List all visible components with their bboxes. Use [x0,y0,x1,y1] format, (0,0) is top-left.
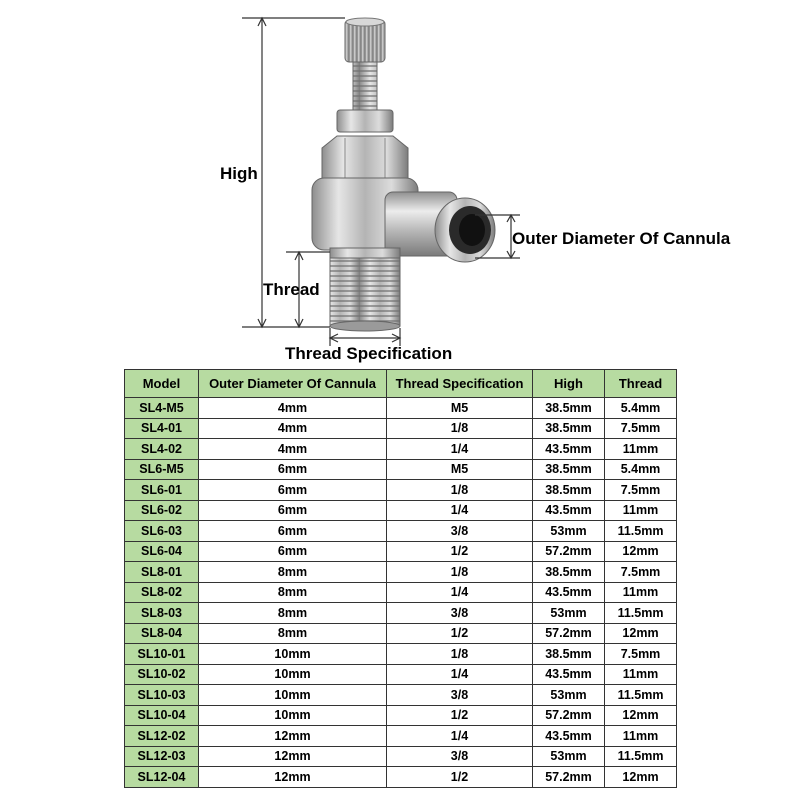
cell-high: 57.2mm [533,541,605,562]
cell-outer-diameter: 4mm [199,418,387,439]
table-row [125,726,677,747]
fitting-diagram [0,0,800,368]
cell-model: SL8-04 [125,623,199,644]
table-row [125,562,677,583]
table-row [125,500,677,521]
cell-high: 53mm [533,685,605,706]
cell-model: SL8-03 [125,603,199,624]
cell-thread-spec: 1/8 [387,480,533,501]
column-header: Thread [605,370,677,398]
cell-thread: 5.4mm [605,398,677,419]
table-row [125,746,677,767]
label-high: High [220,164,258,183]
table-row [125,644,677,665]
cell-model: SL6-01 [125,480,199,501]
cell-thread: 7.5mm [605,644,677,665]
cell-outer-diameter: 10mm [199,705,387,726]
cell-high: 38.5mm [533,480,605,501]
table-row [125,418,677,439]
table-row [125,480,677,501]
cell-high: 57.2mm [533,705,605,726]
table-row [125,459,677,480]
cell-thread-spec: 1/4 [387,582,533,603]
cell-model: SL6-M5 [125,459,199,480]
column-header: High [533,370,605,398]
cell-thread: 7.5mm [605,418,677,439]
cell-high: 53mm [533,521,605,542]
lock-nut [337,110,393,132]
table-row [125,521,677,542]
cell-thread-spec: 3/8 [387,521,533,542]
adjustment-stem [353,62,377,112]
cell-thread: 11.5mm [605,521,677,542]
cell-model: SL6-04 [125,541,199,562]
cell-high: 43.5mm [533,664,605,685]
cell-thread-spec: 3/8 [387,685,533,706]
cell-thread-spec: 1/4 [387,726,533,747]
cell-outer-diameter: 4mm [199,398,387,419]
cell-model: SL6-03 [125,521,199,542]
cell-thread-spec: 1/4 [387,664,533,685]
cell-outer-diameter: 8mm [199,562,387,583]
cell-thread-spec: 3/8 [387,746,533,767]
cell-model: SL10-03 [125,685,199,706]
cell-thread-spec: 1/4 [387,439,533,460]
cell-thread-spec: 1/8 [387,562,533,583]
cell-high: 38.5mm [533,644,605,665]
cell-outer-diameter: 6mm [199,521,387,542]
table-row [125,541,677,562]
table-body [125,398,677,788]
cell-thread: 11mm [605,664,677,685]
cell-model: SL4-01 [125,418,199,439]
cell-model: SL10-04 [125,705,199,726]
cell-high: 43.5mm [533,439,605,460]
cell-outer-diameter: 12mm [199,767,387,788]
cell-high: 57.2mm [533,767,605,788]
cell-thread-spec: 1/4 [387,500,533,521]
cell-model: SL4-M5 [125,398,199,419]
cell-thread: 5.4mm [605,459,677,480]
column-header: Model [125,370,199,398]
fitting-illustration [0,0,800,368]
table-row [125,603,677,624]
cell-model: SL8-02 [125,582,199,603]
cell-thread: 11.5mm [605,746,677,767]
cell-outer-diameter: 6mm [199,541,387,562]
table-row [125,664,677,685]
label-outer-diameter: Outer Diameter Of Cannula [512,229,731,248]
cell-model: SL12-02 [125,726,199,747]
cell-high: 53mm [533,746,605,767]
cell-outer-diameter: 10mm [199,644,387,665]
cell-thread-spec: M5 [387,398,533,419]
cell-outer-diameter: 12mm [199,726,387,747]
cell-high: 43.5mm [533,582,605,603]
cell-high: 38.5mm [533,418,605,439]
cell-thread-spec: 3/8 [387,603,533,624]
column-header: Outer Diameter Of Cannula [199,370,387,398]
cell-model: SL12-03 [125,746,199,767]
table-row [125,439,677,460]
cell-high: 38.5mm [533,398,605,419]
column-header: Thread Specification [387,370,533,398]
table-row [125,767,677,788]
label-thread: Thread [263,280,320,299]
cell-thread: 11mm [605,439,677,460]
cell-thread: 11mm [605,582,677,603]
cell-thread-spec: 1/8 [387,418,533,439]
cell-high: 43.5mm [533,500,605,521]
cell-thread-spec: 1/2 [387,767,533,788]
cell-thread: 12mm [605,705,677,726]
cell-outer-diameter: 6mm [199,480,387,501]
cell-outer-diameter: 8mm [199,603,387,624]
cell-thread: 12mm [605,623,677,644]
cell-outer-diameter: 8mm [199,623,387,644]
cell-outer-diameter: 10mm [199,664,387,685]
cell-outer-diameter: 10mm [199,685,387,706]
cell-thread: 11mm [605,500,677,521]
cell-thread-spec: 1/2 [387,705,533,726]
cell-high: 53mm [533,603,605,624]
cell-model: SL12-04 [125,767,199,788]
specification-table [124,369,677,788]
cell-model: SL10-01 [125,644,199,665]
cell-high: 57.2mm [533,623,605,644]
push-in-connector [385,192,495,262]
cell-thread: 12mm [605,541,677,562]
cell-model: SL4-02 [125,439,199,460]
cell-outer-diameter: 4mm [199,439,387,460]
cell-model: SL10-02 [125,664,199,685]
cell-thread: 7.5mm [605,480,677,501]
cell-outer-diameter: 8mm [199,582,387,603]
table-row [125,705,677,726]
cell-thread-spec: M5 [387,459,533,480]
cell-thread-spec: 1/2 [387,623,533,644]
table-row [125,685,677,706]
bottom-thread [330,248,400,331]
cell-thread-spec: 1/2 [387,541,533,562]
cell-thread-spec: 1/8 [387,644,533,665]
cell-outer-diameter: 6mm [199,459,387,480]
label-thread-specification: Thread Specification [285,344,453,363]
table-row [125,582,677,603]
cell-model: SL6-02 [125,500,199,521]
cell-outer-diameter: 6mm [199,500,387,521]
cell-high: 38.5mm [533,562,605,583]
cell-model: SL8-01 [125,562,199,583]
cell-thread: 12mm [605,767,677,788]
cell-thread: 11.5mm [605,685,677,706]
cell-thread: 7.5mm [605,562,677,583]
table-row [125,623,677,644]
cell-outer-diameter: 12mm [199,746,387,767]
cell-high: 43.5mm [533,726,605,747]
table-header-row [125,370,677,398]
adjustment-knob [345,18,385,62]
cell-thread: 11mm [605,726,677,747]
table-row [125,398,677,419]
cell-high: 38.5mm [533,459,605,480]
cell-thread: 11.5mm [605,603,677,624]
